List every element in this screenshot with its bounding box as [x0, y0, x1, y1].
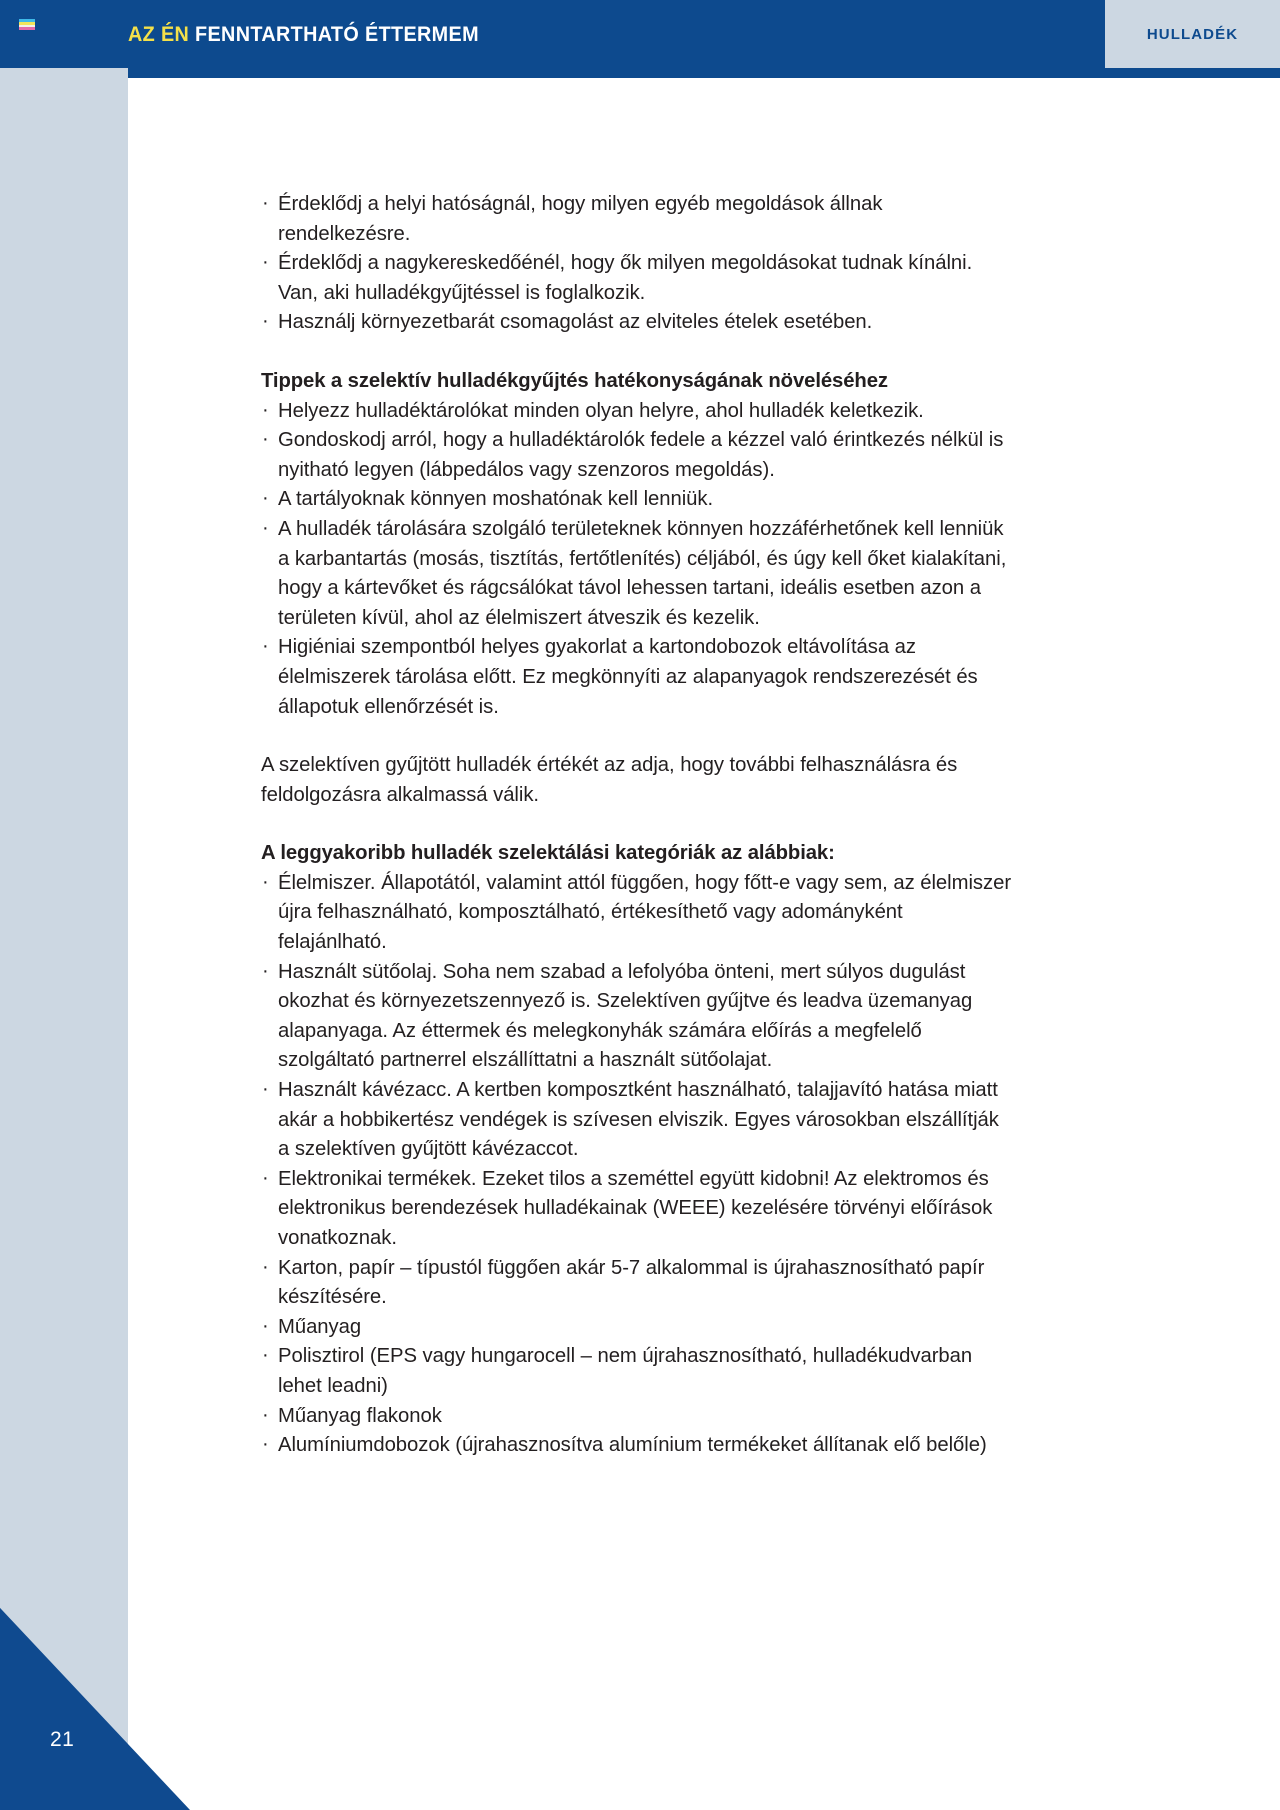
left-sidebar — [0, 0, 128, 1810]
list-item: · Polisztirol (EPS vagy hungarocell – nem újrahasznosítható, hulladékudvarban lehet leadni) — [261, 1342, 1013, 1401]
brand-rest-text: FENNTARTHATÓ ÉTTERMEM — [195, 21, 479, 46]
list-item: · Érdeklődj a nagykereskedőénél, hogy ők milyen megoldásokat tudnak kínálni. Van, aki hulladékgyűjtéssel is foglalkozik. — [261, 249, 1013, 308]
value-paragraph: A szelektíven gyűjtött hulladék értékét az adja, hogy további felhasználásra és feldolgozásra alkalmassá válik. — [261, 754, 958, 806]
list-item: · Műanyag — [261, 1313, 1013, 1343]
tips-heading: Tippek a szelektív hulladékgyűjtés hatékonyságának növeléséhez — [261, 369, 888, 392]
page-number: 21 — [50, 1728, 75, 1751]
list-item: · Érdeklődj a helyi hatóságnál, hogy milyen egyéb megoldások állnak rendelkezésre. — [261, 190, 1013, 249]
tips-bullet-list — [261, 397, 1013, 723]
header-sidebar-notch — [0, 68, 128, 78]
list-item: · Használt sütőolaj. Soha nem szabad a lefolyóba önteni, mert súlyos dugulást okozhat és környezetszennyező is. Szelektíven gyűjtve és leadva üzemanyag alapanyaga. Az éttermek és melegkonyhák számára előírás a megfelelő szolgáltató partnerrel elszállíttatni a használt sütőolajat. — [261, 958, 1013, 1076]
list-item: · Karton, papír – típustól függően akár 5-7 alkalommal is újrahasznosítható papír készítésére. — [261, 1254, 1013, 1313]
intro-bullet-list — [261, 190, 1013, 338]
section-tab — [1105, 0, 1280, 68]
list-item: · Alumíniumdobozok (újrahasznosítva alumínium termékeket állítanak elő belőle) — [261, 1431, 1013, 1461]
list-item: · Használj környezetbarát csomagolást az elviteles ételek esetében. — [261, 308, 1013, 338]
page-content — [261, 190, 1013, 1461]
brand-accent-text: AZ ÉN — [128, 21, 190, 46]
categories-heading: A leggyakoribb hulladék szelektálási kategóriák az alábbiak: — [261, 842, 835, 865]
cmyk-registration-mark-icon — [19, 19, 35, 30]
list-item: · Elektronikai termékek. Ezeket tilos a szeméttel együtt kidobni! Az elektromos és elektronikus berendezések hulladékainak (WEEE) kezelésére törvényi előírások vonatkoznak. — [261, 1165, 1013, 1254]
categories-bullet-list — [261, 869, 1013, 1461]
list-item: · A tartályoknak könnyen moshatónak kell lenniük. — [261, 485, 1013, 515]
spacer — [261, 722, 1013, 751]
spacer — [261, 810, 1013, 839]
page-header — [0, 0, 1280, 68]
list-item: · Helyezz hulladéktárolókat minden olyan helyre, ahol hulladék keletkezik. — [261, 397, 1013, 427]
section-tab-label: HULLADÉK — [1146, 25, 1239, 43]
list-item: · Élelmiszer. Állapotától, valamint attól függően, hogy főtt-e vagy sem, az élelmiszer újra felhasználható, komposztálható, értékesíthető vagy adományként felajánlható. — [261, 869, 1013, 958]
spacer — [261, 338, 1013, 367]
list-item: · Műanyag flakonok — [261, 1402, 1013, 1432]
brand-title — [128, 0, 509, 68]
list-item: · Használt kávézacc. A kertben komposztként használható, talajjavító hatása miatt akár a hobbikertész vendégek is szívesen elviszik. Egyes városokban elszállítják a szelektíven gyűjtött kávézaccot. — [261, 1076, 1013, 1165]
list-item: · Higiéniai szempontból helyes gyakorlat a kartondobozok eltávolítása az élelmiszerek tárolása előtt. Ez megkönnyíti az alapanyagok rendszerezését és állapotuk ellenőrzését is. — [261, 633, 1013, 722]
header-bottom-strip — [0, 68, 1280, 78]
list-item: · A hulladék tárolására szolgáló területeknek könnyen hozzáférhetőnek kell lenniük a karbantartás (mosás, tisztítás, fertőtlenítés) céljából, és úgy kell őket kialakítani, hogy a kártevőket és rágcsálókat távol lehessen tartani, ideális esetben azon a területen kívül, ahol az élelmiszert átveszik és kezelik. — [261, 515, 1013, 633]
sidebar-corner-wedge — [0, 1380, 190, 1810]
list-item: · Gondoskodj arról, hogy a hulladéktárolók fedele a kézzel való érintkezés nélkül is nyitható legyen (lábpedálos vagy szenzoros megoldás). — [261, 426, 1013, 485]
